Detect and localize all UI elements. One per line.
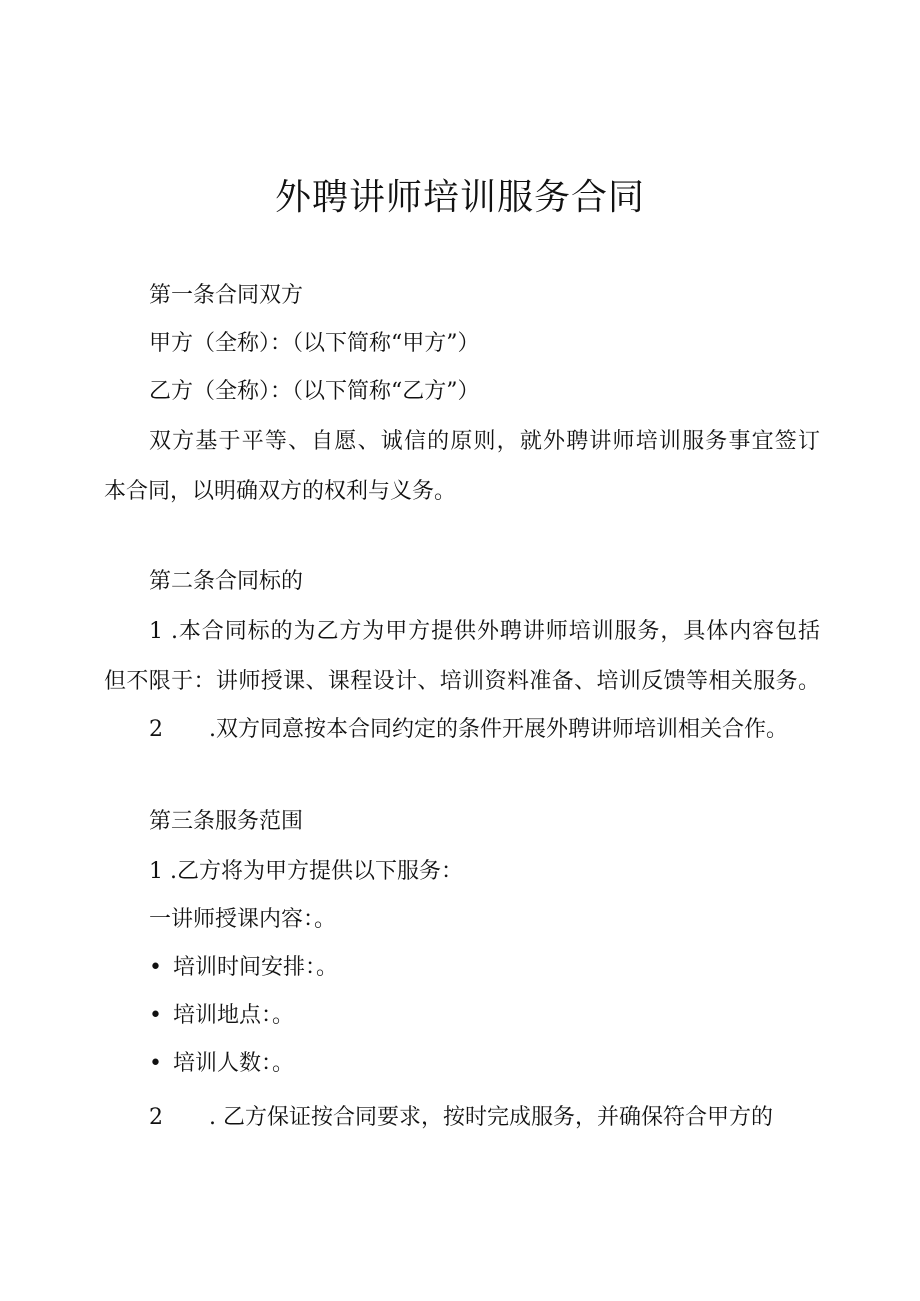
article2-item2 (149, 714, 788, 746)
list-item-text: 培训人数：。 (173, 1051, 295, 1076)
article3-item1-text: .乙方将为甲方提供以下服务： (170, 859, 463, 884)
article3-item1-number: 1 (149, 859, 163, 884)
article3-item1 (149, 856, 463, 888)
article2-item1-line1 (149, 616, 820, 648)
article3-item2 (149, 1102, 773, 1134)
article2-item1-line2: 但不限于：讲师授课、课程设计、培训资料准备、培训反馈等相关服务。 (104, 669, 820, 694)
article2-item2-text: .双方同意按本合同约定的条件开展外聘讲师培训相关合作。 (209, 717, 788, 742)
article1-para-line1: 双方基于平等、自愿、诚信的原则，就外聘讲师培训服务事宜签订 (149, 429, 820, 454)
list-item-text: 培训时间安排：。 (173, 955, 339, 980)
article3-dash-item: 一讲师授课内容：。 (149, 907, 337, 932)
article3-item2-number: 2 (149, 1105, 163, 1130)
contract-title: 外聘讲师培训服务合同 (274, 177, 645, 218)
list-item (149, 1048, 294, 1080)
party-b-line: 乙方（全称）：（以下简称“乙方”） (149, 379, 480, 404)
bullet-marker: • (149, 955, 162, 980)
list-item (149, 952, 338, 984)
article2-item1-text: .本合同标的为乙方为甲方提供外聘讲师培训服务，具体内容包括 (170, 619, 821, 644)
article2-item1-number: 1 (149, 619, 163, 644)
bullet-marker: • (149, 1003, 162, 1028)
article1-para-line2: 本合同，以明确双方的权利与义务。 (104, 479, 457, 504)
article2-heading: 第二条合同标的 (149, 569, 304, 594)
list-item-text: 培训地点：。 (173, 1003, 295, 1028)
article1-heading: 第一条合同双方 (149, 283, 304, 308)
bullet-marker: • (149, 1051, 162, 1076)
article2-item2-number: 2 (149, 717, 163, 742)
party-a-line: 甲方（全称）：（以下简称“甲方”） (149, 331, 480, 356)
article3-heading: 第三条服务范围 (149, 809, 304, 834)
list-item (149, 1000, 294, 1032)
article3-item2-text: . 乙方保证按合同要求，按时完成服务，并确保符合甲方的 (209, 1105, 773, 1130)
